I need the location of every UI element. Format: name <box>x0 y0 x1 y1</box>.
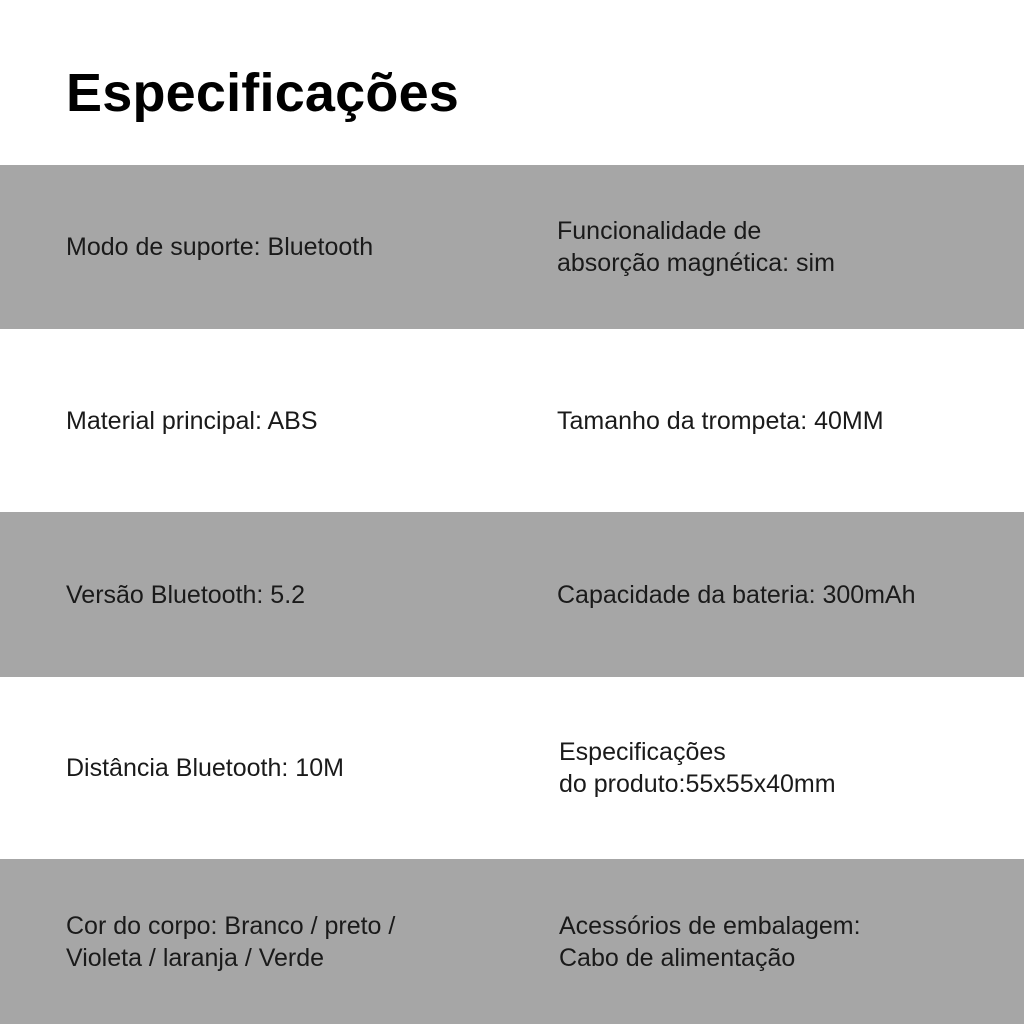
spec-text: Cabo de alimentação <box>559 943 796 972</box>
spec-speaker-size <box>557 405 884 437</box>
spec-text: Acessórios de embalagem: <box>559 911 861 940</box>
spec-row-body-color <box>0 859 1024 1024</box>
page-title: Especificações <box>66 63 460 123</box>
spec-bluetooth-version <box>66 579 305 611</box>
spec-row-support-mode <box>0 165 1024 329</box>
spec-package-accessories <box>559 910 861 974</box>
spec-text: Funcionalidade de <box>557 217 762 245</box>
spec-text: absorção magnética: sim <box>557 249 835 277</box>
spec-main-material <box>66 405 318 437</box>
spec-text: Capacidade da bateria: 300mAh <box>557 580 916 609</box>
spec-body-color <box>66 910 395 974</box>
spec-text: Material principal: ABS <box>66 406 318 435</box>
spec-text: Modo de suporte: Bluetooth <box>66 233 374 261</box>
spec-text: Distância Bluetooth: 10M <box>66 754 344 782</box>
spec-text: Tamanho da trompeta: 40MM <box>557 406 884 435</box>
spec-text: Violeta / laranja / Verde <box>66 943 325 972</box>
spec-bluetooth-distance <box>66 752 344 784</box>
spec-text: Cor do corpo: Branco / preto / <box>66 911 396 940</box>
spec-support-mode <box>66 231 373 263</box>
spec-battery-capacity <box>557 579 916 611</box>
spec-text: do produto:55x55x40mm <box>559 770 836 798</box>
spec-magnetic-absorption <box>557 215 835 279</box>
spec-text: Especificações <box>559 738 726 766</box>
spec-row-bluetooth-version <box>0 512 1024 677</box>
spec-text: Versão Bluetooth: 5.2 <box>66 580 306 609</box>
spec-product-dimensions <box>559 736 836 800</box>
spec-row-bluetooth-distance <box>0 677 1024 859</box>
spec-row-material <box>0 329 1024 512</box>
